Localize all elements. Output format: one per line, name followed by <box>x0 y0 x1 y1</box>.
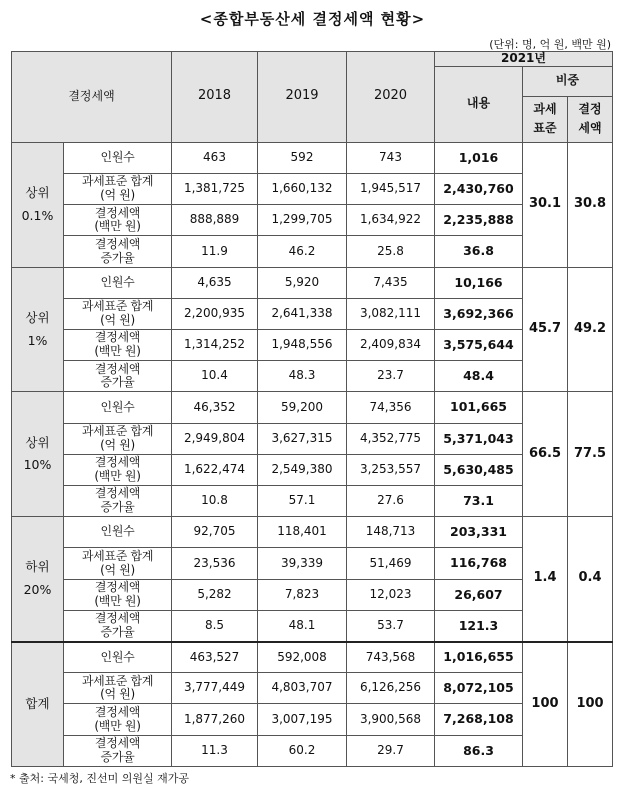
header-category: 결정세액 <box>12 52 172 143</box>
ratio-tax-base-value: 66.5 <box>523 392 568 517</box>
value-2018: 463 <box>172 142 258 173</box>
headcount-row <box>12 392 613 423</box>
value-2020: 1,634,922 <box>347 205 435 236</box>
header-year-2019: 2019 <box>258 52 347 143</box>
row-label: 결정세액 증가율 <box>64 486 172 517</box>
ratio-tax-amount-value: 49.2 <box>568 267 613 392</box>
growth-row <box>12 361 613 392</box>
value-2020: 148,713 <box>347 517 435 548</box>
value-2018: 463,527 <box>172 642 258 673</box>
value-2019: 2,549,380 <box>258 454 347 485</box>
value-2021: 203,331 <box>435 517 523 548</box>
value-2018: 1,314,252 <box>172 330 258 361</box>
value-2021: 3,692,366 <box>435 298 523 329</box>
value-2021: 1,016 <box>435 142 523 173</box>
value-2021: 3,575,644 <box>435 330 523 361</box>
tax-amount-row <box>12 330 613 361</box>
value-2019: 57.1 <box>258 486 347 517</box>
value-2020: 3,900,568 <box>347 704 435 735</box>
value-2018: 2,200,935 <box>172 298 258 329</box>
tax-base-row <box>12 423 613 454</box>
value-2021: 8,072,105 <box>435 673 523 704</box>
value-2020: 12,023 <box>347 579 435 610</box>
value-2018: 23,536 <box>172 548 258 579</box>
ratio-tax-amount-value: 77.5 <box>568 392 613 517</box>
value-2019: 7,823 <box>258 579 347 610</box>
row-label: 결정세액 (백만 원) <box>64 579 172 610</box>
value-2021: 5,630,485 <box>435 454 523 485</box>
row-label: 인원수 <box>64 267 172 298</box>
value-2021: 10,166 <box>435 267 523 298</box>
tax-base-row <box>12 174 613 205</box>
value-2020: 53.7 <box>347 610 435 641</box>
value-2019: 1,299,705 <box>258 205 347 236</box>
value-2019: 118,401 <box>258 517 347 548</box>
growth-row <box>12 735 613 766</box>
row-label: 결정세액 (백만 원) <box>64 205 172 236</box>
value-2018: 1,381,725 <box>172 174 258 205</box>
value-2019: 4,803,707 <box>258 673 347 704</box>
value-2020: 51,469 <box>347 548 435 579</box>
value-2020: 3,082,111 <box>347 298 435 329</box>
value-2019: 39,339 <box>258 548 347 579</box>
value-2018: 10.4 <box>172 361 258 392</box>
ratio-tax-base-value: 1.4 <box>523 517 568 642</box>
header-content: 내용 <box>435 66 523 142</box>
headcount-row <box>12 517 613 548</box>
group-label: 합계 <box>12 642 64 767</box>
tax-amount-row <box>12 579 613 610</box>
ratio-tax-base-value: 30.1 <box>523 142 568 267</box>
value-2018: 8.5 <box>172 610 258 641</box>
group-label: 하위 20% <box>12 517 64 642</box>
value-2018: 2,949,804 <box>172 423 258 454</box>
value-2019: 1,660,132 <box>258 174 347 205</box>
ratio-tax-base-value: 100 <box>523 642 568 767</box>
headcount-row <box>12 267 613 298</box>
tax-amount-row <box>12 205 613 236</box>
value-2021: 73.1 <box>435 486 523 517</box>
value-2021: 5,371,043 <box>435 423 523 454</box>
value-2019: 3,627,315 <box>258 423 347 454</box>
value-2020: 29.7 <box>347 735 435 766</box>
value-2020: 743 <box>347 142 435 173</box>
value-2018: 888,889 <box>172 205 258 236</box>
tax-amount-row <box>12 454 613 485</box>
value-2018: 3,777,449 <box>172 673 258 704</box>
tax-base-row <box>12 673 613 704</box>
value-2021: 86.3 <box>435 735 523 766</box>
value-2019: 48.1 <box>258 610 347 641</box>
value-2018: 1,622,474 <box>172 454 258 485</box>
row-label: 인원수 <box>64 392 172 423</box>
header-year-2020: 2020 <box>347 52 435 143</box>
tax-table <box>11 51 613 767</box>
growth-row <box>12 486 613 517</box>
group-label: 상위 0.1% <box>12 142 64 267</box>
group-label: 상위 10% <box>12 392 64 517</box>
row-label: 과세표준 합계 (억 원) <box>64 548 172 579</box>
row-label: 인원수 <box>64 642 172 673</box>
value-2018: 5,282 <box>172 579 258 610</box>
value-2018: 46,352 <box>172 392 258 423</box>
row-label: 인원수 <box>64 142 172 173</box>
header-ratio-tax-base: 과세 표준 <box>523 96 568 142</box>
value-2018: 10.8 <box>172 486 258 517</box>
source-note: * 출처: 국세청, 진선미 의원실 재가공 <box>10 772 189 785</box>
tax-amount-row <box>12 704 613 735</box>
value-2020: 2,409,834 <box>347 330 435 361</box>
value-2020: 23.7 <box>347 361 435 392</box>
row-label: 결정세액 (백만 원) <box>64 454 172 485</box>
table-body <box>12 142 613 766</box>
value-2020: 1,945,517 <box>347 174 435 205</box>
row-label: 결정세액 증가율 <box>64 735 172 766</box>
value-2021: 7,268,108 <box>435 704 523 735</box>
value-2021: 2,430,760 <box>435 174 523 205</box>
value-2020: 74,356 <box>347 392 435 423</box>
row-label: 결정세액 (백만 원) <box>64 330 172 361</box>
tax-base-row <box>12 298 613 329</box>
row-label: 인원수 <box>64 517 172 548</box>
value-2019: 592,008 <box>258 642 347 673</box>
row-label: 과세표준 합계 (억 원) <box>64 423 172 454</box>
row-label: 결정세액 (백만 원) <box>64 704 172 735</box>
value-2019: 59,200 <box>258 392 347 423</box>
value-2019: 592 <box>258 142 347 173</box>
value-2020: 3,253,557 <box>347 454 435 485</box>
value-2020: 25.8 <box>347 236 435 267</box>
value-2020: 6,126,256 <box>347 673 435 704</box>
growth-row <box>12 610 613 641</box>
ratio-tax-amount-value: 30.8 <box>568 142 613 267</box>
value-2018: 11.9 <box>172 236 258 267</box>
header-year-2018: 2018 <box>172 52 258 143</box>
value-2019: 2,641,338 <box>258 298 347 329</box>
headcount-row <box>12 642 613 673</box>
value-2019: 5,920 <box>258 267 347 298</box>
value-2018: 11.3 <box>172 735 258 766</box>
value-2018: 92,705 <box>172 517 258 548</box>
value-2019: 46.2 <box>258 236 347 267</box>
row-label: 과세표준 합계 (억 원) <box>64 174 172 205</box>
value-2020: 4,352,775 <box>347 423 435 454</box>
unit-note: (단위: 명, 억 원, 백만 원) <box>489 38 611 51</box>
value-2021: 101,665 <box>435 392 523 423</box>
row-label: 결정세액 증가율 <box>64 610 172 641</box>
row-label: 결정세액 증가율 <box>64 361 172 392</box>
header-year-2021: 2021년 <box>435 52 613 67</box>
headcount-row <box>12 142 613 173</box>
value-2020: 27.6 <box>347 486 435 517</box>
value-2021: 36.8 <box>435 236 523 267</box>
value-2019: 1,948,556 <box>258 330 347 361</box>
tax-base-row <box>12 548 613 579</box>
value-2021: 48.4 <box>435 361 523 392</box>
growth-row <box>12 236 613 267</box>
value-2019: 60.2 <box>258 735 347 766</box>
value-2018: 1,877,260 <box>172 704 258 735</box>
row-label: 과세표준 합계 (억 원) <box>64 673 172 704</box>
value-2021: 26,607 <box>435 579 523 610</box>
header-ratio: 비중 <box>523 66 613 96</box>
value-2020: 7,435 <box>347 267 435 298</box>
value-2021: 116,768 <box>435 548 523 579</box>
value-2019: 48.3 <box>258 361 347 392</box>
header-ratio-tax-amount: 결정 세액 <box>568 96 613 142</box>
value-2021: 121.3 <box>435 610 523 641</box>
value-2020: 743,568 <box>347 642 435 673</box>
row-label: 결정세액 증가율 <box>64 236 172 267</box>
ratio-tax-amount-value: 100 <box>568 642 613 767</box>
ratio-tax-amount-value: 0.4 <box>568 517 613 642</box>
group-label: 상위 1% <box>12 267 64 392</box>
value-2018: 4,635 <box>172 267 258 298</box>
value-2021: 1,016,655 <box>435 642 523 673</box>
ratio-tax-base-value: 45.7 <box>523 267 568 392</box>
row-label: 과세표준 합계 (억 원) <box>64 298 172 329</box>
value-2021: 2,235,888 <box>435 205 523 236</box>
value-2019: 3,007,195 <box>258 704 347 735</box>
table-title: <종합부동산세 결정세액 현황> <box>199 10 426 28</box>
